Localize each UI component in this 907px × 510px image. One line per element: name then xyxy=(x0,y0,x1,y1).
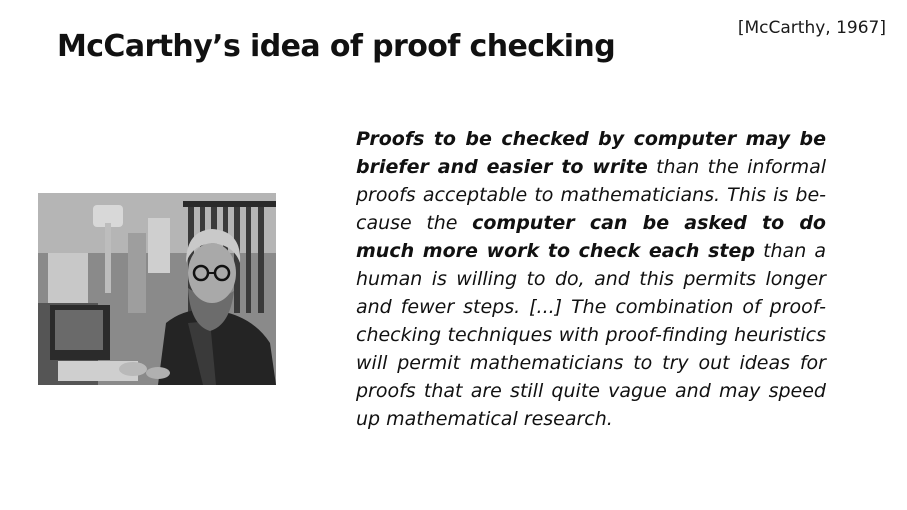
slide-title: McCarthy’s idea of proof checking xyxy=(57,29,616,64)
portrait-photo-icon xyxy=(38,193,276,385)
portrait-photo xyxy=(38,193,276,385)
quote-segment-bold: computer can be asked to do much more work to check each step xyxy=(356,212,826,262)
quote-segment: than a human is willing to do, and this permits longer and fewer steps. [...] The combination of proof-checking techniques with proof-finding heuristics will permit mathematicians to try out ideas for proofs that are still quite vague and may speed up mathematical research. xyxy=(356,240,826,430)
quote-segment-bold: Proofs to be checked by computer may be briefer and easier to write xyxy=(356,128,826,178)
citation: [McCarthy, 1967] xyxy=(737,18,886,38)
mccarthy-quote xyxy=(356,125,826,433)
quote-segment: than the informal proofs acceptable to mathematicians. This is because the xyxy=(356,156,826,234)
